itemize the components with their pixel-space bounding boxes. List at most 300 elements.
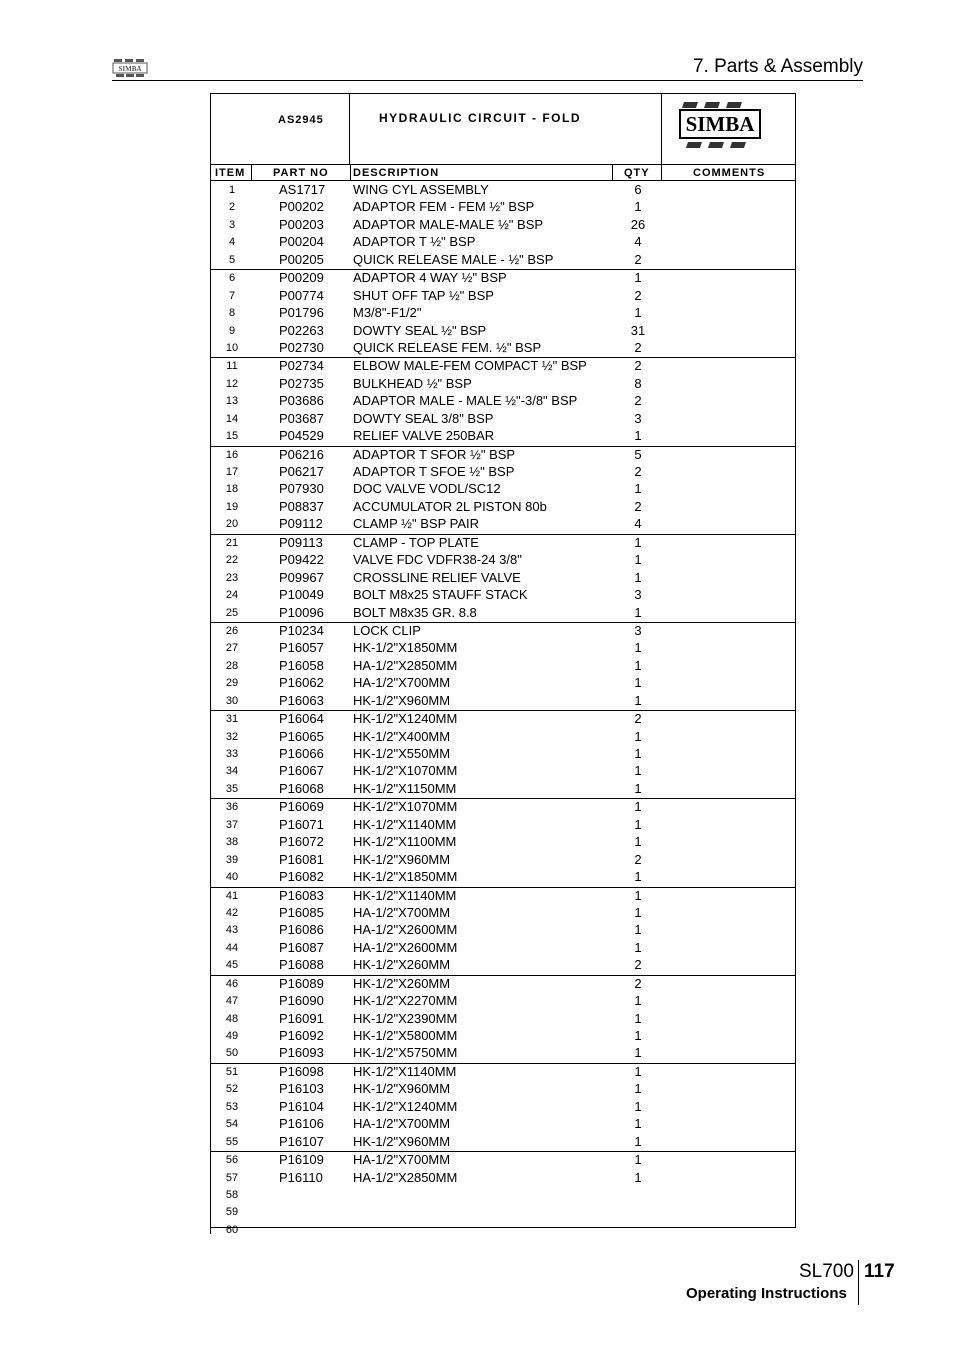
item-number: 13 (225, 395, 239, 408)
table-row (211, 1187, 795, 1204)
item-number: 25 (225, 606, 239, 619)
description: HK-1/2"X960MM (353, 692, 451, 708)
part-number: P16072 (279, 834, 324, 850)
quantity: 1 (634, 939, 642, 955)
part-number: P03686 (279, 393, 324, 409)
part-number: P00209 (279, 270, 324, 286)
item-number: 5 (228, 253, 236, 266)
part-number: P16071 (279, 816, 324, 832)
part-number: P03687 (279, 410, 324, 426)
description: ADAPTOR MALE-MALE ½" BSP (353, 216, 544, 232)
table-row (211, 1028, 795, 1045)
quantity: 1 (634, 675, 642, 691)
item-number: 9 (228, 324, 236, 337)
part-number: P16065 (279, 728, 324, 744)
quantity: 2 (634, 251, 642, 267)
description: CLAMP ½" BSP PAIR (353, 516, 480, 532)
part-number: P16103 (279, 1081, 324, 1097)
table-row (211, 1134, 795, 1151)
table-row (211, 710, 795, 728)
item-number: 31 (225, 713, 239, 726)
item-number: 46 (225, 977, 239, 990)
item-number: 20 (225, 518, 239, 531)
table-row (211, 798, 795, 816)
part-number: P16057 (279, 640, 324, 656)
table-row (211, 199, 795, 216)
item-number: 52 (225, 1083, 239, 1096)
table-row (211, 1222, 795, 1239)
description: QUICK RELEASE MALE - ½" BSP (353, 251, 554, 267)
table-row (211, 781, 795, 798)
description: BULKHEAD ½" BSP (353, 375, 472, 391)
table-row (211, 1081, 795, 1098)
quantity: 1 (634, 993, 642, 1009)
part-number: P16058 (279, 657, 324, 673)
description: BOLT M8x25 STAUFF STACK (353, 587, 528, 603)
item-number: 15 (225, 430, 239, 443)
item-number: 55 (225, 1135, 239, 1148)
table-row (211, 887, 795, 905)
item-number: 10 (225, 341, 239, 354)
description: DOWTY SEAL 3/8" BSP (353, 410, 494, 426)
item-number: 14 (225, 412, 239, 425)
table-row (211, 922, 795, 939)
description: RELIEF VALVE 250BAR (353, 428, 495, 444)
part-number: P16069 (279, 799, 324, 815)
item-number: 18 (225, 483, 239, 496)
item-number: 58 (225, 1188, 239, 1201)
svg-text:SIMBA: SIMBA (118, 65, 142, 73)
quantity: 1 (634, 799, 642, 815)
item-number: 29 (225, 677, 239, 690)
item-number: 35 (225, 782, 239, 795)
table-row (211, 323, 795, 340)
part-number: P00203 (279, 216, 324, 232)
part-number: P16081 (279, 851, 324, 867)
quantity: 1 (634, 1098, 642, 1114)
item-number: 22 (225, 554, 239, 567)
part-number: P16063 (279, 692, 324, 708)
quantity: 1 (634, 887, 642, 903)
description: HK-1/2"X2270MM (353, 993, 458, 1009)
col-divider (350, 164, 351, 181)
part-number: P16109 (279, 1152, 324, 1168)
table-row (211, 428, 795, 445)
part-number: P16086 (279, 922, 324, 938)
item-number: 34 (225, 765, 239, 778)
description: ADAPTOR T ½" BSP (353, 234, 476, 250)
part-number: P10096 (279, 604, 324, 620)
table-row (211, 217, 795, 234)
table-row (211, 182, 795, 199)
description: ADAPTOR MALE - MALE ½"-3/8" BSP (353, 393, 578, 409)
part-number: P00205 (279, 251, 324, 267)
quantity: 1 (634, 481, 642, 497)
description: M3/8"-F1/2" (353, 305, 422, 321)
col-description: DESCRIPTION (353, 167, 440, 179)
quantity: 1 (634, 1116, 642, 1132)
item-number: 16 (225, 448, 239, 461)
header-divider (112, 80, 863, 81)
quantity: 4 (634, 516, 642, 532)
part-number: P02730 (279, 339, 324, 355)
part-number: P16107 (279, 1133, 324, 1149)
part-number: P16068 (279, 780, 324, 796)
description: HA-1/2"X2850MM (353, 657, 458, 673)
col-part-no: PART NO (273, 167, 329, 179)
table-row (211, 675, 795, 692)
table-row (211, 1204, 795, 1221)
part-number: P16064 (279, 711, 324, 727)
col-divider (251, 164, 252, 181)
quantity: 1 (634, 834, 642, 850)
item-number: 41 (225, 889, 239, 902)
table-row (211, 869, 795, 886)
description: CROSSLINE RELIEF VALVE (353, 569, 521, 585)
col-divider (661, 164, 662, 181)
table-row (211, 1063, 795, 1081)
item-number: 59 (225, 1206, 239, 1219)
item-number: 28 (225, 659, 239, 672)
page-number: 117 (864, 1261, 895, 1282)
table-row (211, 516, 795, 533)
table-row (211, 605, 795, 622)
simba-logo (678, 100, 762, 154)
quantity: 1 (634, 1169, 642, 1185)
quantity: 2 (634, 851, 642, 867)
description: ADAPTOR FEM - FEM ½" BSP (353, 199, 535, 215)
item-number: 19 (225, 500, 239, 513)
item-number: 6 (228, 272, 236, 285)
description: HK-1/2"X1140MM (353, 816, 457, 832)
part-number: P16106 (279, 1116, 324, 1132)
part-number: P16088 (279, 957, 324, 973)
description: DOWTY SEAL ½" BSP (353, 322, 487, 338)
item-number: 17 (225, 466, 239, 478)
description: HK-1/2"X260MM (353, 957, 451, 973)
item-number: 56 (225, 1154, 239, 1167)
item-number: 8 (228, 307, 236, 320)
part-number: P10234 (279, 622, 324, 638)
description: HK-1/2"X260MM (353, 975, 451, 991)
item-number: 7 (228, 289, 236, 302)
quantity: 26 (630, 216, 646, 232)
part-number: P16091 (279, 1010, 324, 1026)
description: HK-1/2"X550MM (353, 746, 451, 761)
quantity: 1 (634, 869, 642, 885)
part-number: P01796 (279, 305, 324, 321)
table-row (211, 340, 795, 357)
part-number: P00202 (279, 199, 324, 215)
table-row (211, 481, 795, 498)
sheet-edge (210, 1226, 211, 1234)
description: HK-1/2"X960MM (353, 1133, 451, 1149)
quantity: 2 (634, 498, 642, 514)
item-number: 40 (225, 871, 239, 884)
quantity: 1 (634, 780, 642, 796)
part-number: P09967 (279, 569, 324, 585)
table-row (211, 746, 795, 763)
item-number: 3 (228, 218, 236, 231)
table-row (211, 464, 795, 481)
table-row (211, 252, 795, 269)
table-row (211, 1099, 795, 1116)
quantity: 1 (634, 728, 642, 744)
quantity: 2 (634, 957, 642, 973)
item-number: 30 (225, 694, 239, 707)
part-number: P16083 (279, 887, 324, 903)
quantity: 5 (634, 446, 642, 462)
item-number: 54 (225, 1118, 239, 1131)
quantity: 2 (634, 339, 642, 355)
item-number: 36 (225, 801, 239, 814)
description: HA-1/2"X700MM (353, 904, 451, 920)
item-number: 42 (225, 906, 239, 919)
item-number: 4 (228, 236, 236, 249)
part-number: P04529 (279, 428, 324, 444)
part-number: P02735 (279, 375, 324, 391)
description: DOC VALVE VODL/SC12 (353, 481, 501, 497)
footer-divider (858, 1260, 859, 1305)
description: ACCUMULATOR 2L PISTON 80b (353, 498, 547, 514)
quantity: 3 (634, 622, 642, 638)
item-number: 32 (225, 730, 239, 743)
table-row (211, 693, 795, 710)
item-number: 1 (228, 184, 236, 196)
part-number: P16062 (279, 675, 324, 691)
description: VALVE FDC VDFR38-24 3/8" (353, 552, 522, 568)
quantity: 1 (634, 1152, 642, 1168)
description: HA-1/2"X2600MM (353, 922, 458, 938)
part-number: P02263 (279, 322, 324, 338)
table-row (211, 1011, 795, 1028)
quantity: 8 (634, 375, 642, 391)
parts-sheet (210, 93, 796, 1236)
part-number: P09113 (279, 534, 323, 550)
description: QUICK RELEASE FEM. ½" BSP (353, 339, 542, 355)
part-number: P06217 (279, 464, 324, 479)
description: HK-1/2"X400MM (353, 728, 451, 744)
item-number: 48 (225, 1012, 239, 1025)
quantity: 2 (634, 287, 642, 303)
description: ADAPTOR T SFOE ½" BSP (353, 464, 515, 479)
part-number: P16104 (279, 1098, 324, 1114)
assembly-number: AS2945 (278, 114, 324, 126)
table-row (211, 905, 795, 922)
item-number: 26 (225, 624, 239, 637)
description: HA-1/2"X700MM (353, 1116, 451, 1132)
description: HK-1/2"X960MM (353, 1081, 451, 1097)
table-row (211, 729, 795, 746)
description: HK-1/2"X5800MM (353, 1028, 458, 1043)
description: HK-1/2"X1070MM (353, 763, 458, 779)
description: BOLT M8x35 GR. 8.8 (353, 604, 477, 620)
assembly-number-cell (211, 94, 350, 164)
table-row (211, 411, 795, 428)
quantity: 1 (634, 270, 642, 286)
table-row (211, 393, 795, 410)
quantity: 1 (634, 746, 642, 761)
table-row (211, 817, 795, 834)
table-row (211, 852, 795, 869)
item-number: 50 (225, 1047, 239, 1060)
quantity: 1 (634, 1028, 642, 1043)
part-number: P02734 (279, 358, 324, 374)
section-title: 7. Parts & Assembly (692, 56, 863, 77)
table-row (211, 570, 795, 587)
quantity: 1 (634, 1045, 642, 1061)
logo-cell (661, 94, 796, 164)
table-row (211, 587, 795, 604)
quantity: 1 (634, 428, 642, 444)
part-number: AS1717 (279, 182, 326, 197)
quantity: 3 (634, 587, 642, 603)
table-row (211, 357, 795, 375)
description: HK-1/2"X1140MM (353, 1063, 457, 1079)
item-number: 27 (225, 642, 239, 655)
quantity: 1 (634, 922, 642, 938)
quantity: 2 (634, 358, 642, 374)
table-row (211, 658, 795, 675)
table-row (211, 446, 795, 464)
simba-small-logo (112, 58, 148, 78)
quantity: 3 (634, 410, 642, 426)
part-number: P16110 (279, 1169, 323, 1185)
item-number: 47 (225, 995, 239, 1008)
table-row (211, 993, 795, 1010)
quantity: 2 (634, 464, 642, 479)
table-row (211, 305, 795, 322)
part-number: P16098 (279, 1063, 324, 1079)
quantity: 1 (634, 1010, 642, 1026)
quantity: 4 (634, 234, 642, 250)
quantity: 2 (634, 711, 642, 727)
description: LOCK CLIP (353, 622, 421, 638)
table-row (211, 957, 795, 974)
description: HK-1/2"X1140MM (353, 887, 457, 903)
description: HK-1/2"X2390MM (353, 1010, 458, 1026)
table-row (211, 975, 795, 993)
table-row (211, 288, 795, 305)
item-number: 21 (225, 536, 239, 549)
part-number: P16087 (279, 939, 324, 955)
description: HK-1/2"X1850MM (353, 640, 458, 656)
model-name: SL700 (799, 1261, 854, 1282)
quantity: 1 (634, 1133, 642, 1149)
part-number: P16093 (279, 1045, 324, 1061)
item-number: 12 (225, 377, 239, 390)
description: WING CYL ASSEMBLY (353, 182, 489, 197)
quantity: 1 (634, 604, 642, 620)
table-row (211, 1151, 795, 1169)
item-number: 11 (226, 360, 238, 373)
table-row (211, 269, 795, 287)
item-number: 39 (225, 853, 239, 866)
part-number: P07930 (279, 481, 324, 497)
quantity: 1 (634, 816, 642, 832)
quantity: 1 (634, 904, 642, 920)
description: HA-1/2"X700MM (353, 675, 451, 691)
description: ELBOW MALE-FEM COMPACT ½" BSP (353, 358, 587, 374)
description: ADAPTOR 4 WAY ½" BSP (353, 270, 507, 286)
item-number: 51 (225, 1065, 239, 1078)
table-row (211, 1045, 795, 1062)
part-number: P09422 (279, 552, 324, 568)
table-row (211, 534, 795, 552)
part-number: P09112 (279, 516, 323, 532)
footer-subtitle: Operating Instructions (686, 1285, 847, 1302)
table-row (211, 1170, 795, 1187)
item-number: 60 (225, 1223, 239, 1236)
item-number: 24 (225, 589, 239, 602)
quantity: 1 (634, 199, 642, 215)
table-row (211, 640, 795, 657)
description: HA-1/2"X2850MM (353, 1169, 458, 1185)
table-row (211, 622, 795, 640)
parts-table-body (211, 182, 795, 1239)
item-number: 37 (225, 818, 239, 831)
table-row (211, 1116, 795, 1133)
quantity: 1 (634, 534, 642, 550)
description: HK-1/2"X1850MM (353, 869, 458, 885)
item-number: 2 (228, 201, 236, 214)
part-number: P16090 (279, 993, 324, 1009)
table-row (211, 376, 795, 393)
sheet-title: HYDRAULIC CIRCUIT - FOLD (379, 111, 581, 125)
table-row (211, 499, 795, 516)
item-number: 33 (225, 748, 239, 760)
table-row (211, 552, 795, 569)
description: HA-1/2"X700MM (353, 1152, 451, 1168)
col-comments: COMMENTS (693, 167, 766, 179)
quantity: 1 (634, 569, 642, 585)
quantity: 31 (630, 322, 646, 338)
quantity: 1 (634, 692, 642, 708)
quantity: 2 (634, 975, 642, 991)
part-number: P06216 (279, 446, 324, 462)
description: HK-1/2"X1100MM (353, 834, 457, 850)
part-number: P16082 (279, 869, 324, 885)
description: HK-1/2"X1070MM (353, 799, 458, 815)
description: ADAPTOR T SFOR ½" BSP (353, 446, 516, 462)
table-row (211, 940, 795, 957)
col-item: ITEM (215, 167, 246, 179)
table-row (211, 763, 795, 780)
part-number: P00204 (279, 234, 324, 250)
item-number: 38 (225, 836, 239, 849)
description: HA-1/2"X2600MM (353, 939, 458, 955)
part-number: P16092 (279, 1028, 324, 1043)
description: HK-1/2"X1150MM (353, 780, 457, 796)
item-number: 45 (225, 959, 239, 972)
item-number: 43 (225, 924, 239, 937)
quantity: 1 (634, 763, 642, 779)
col-qty: QTY (624, 167, 650, 179)
part-number: P16066 (279, 746, 324, 761)
description: HK-1/2"X5750MM (353, 1045, 458, 1061)
part-number: P10049 (279, 587, 324, 603)
quantity: 1 (634, 1081, 642, 1097)
part-number: P16067 (279, 763, 324, 779)
quantity: 1 (634, 640, 642, 656)
item-number: 44 (225, 941, 239, 954)
description: SHUT OFF TAP ½" BSP (353, 287, 494, 303)
quantity: 2 (634, 393, 642, 409)
table-row (211, 234, 795, 251)
quantity: 1 (634, 552, 642, 568)
part-number: P16085 (279, 904, 324, 920)
description: HK-1/2"X1240MM (353, 711, 458, 727)
